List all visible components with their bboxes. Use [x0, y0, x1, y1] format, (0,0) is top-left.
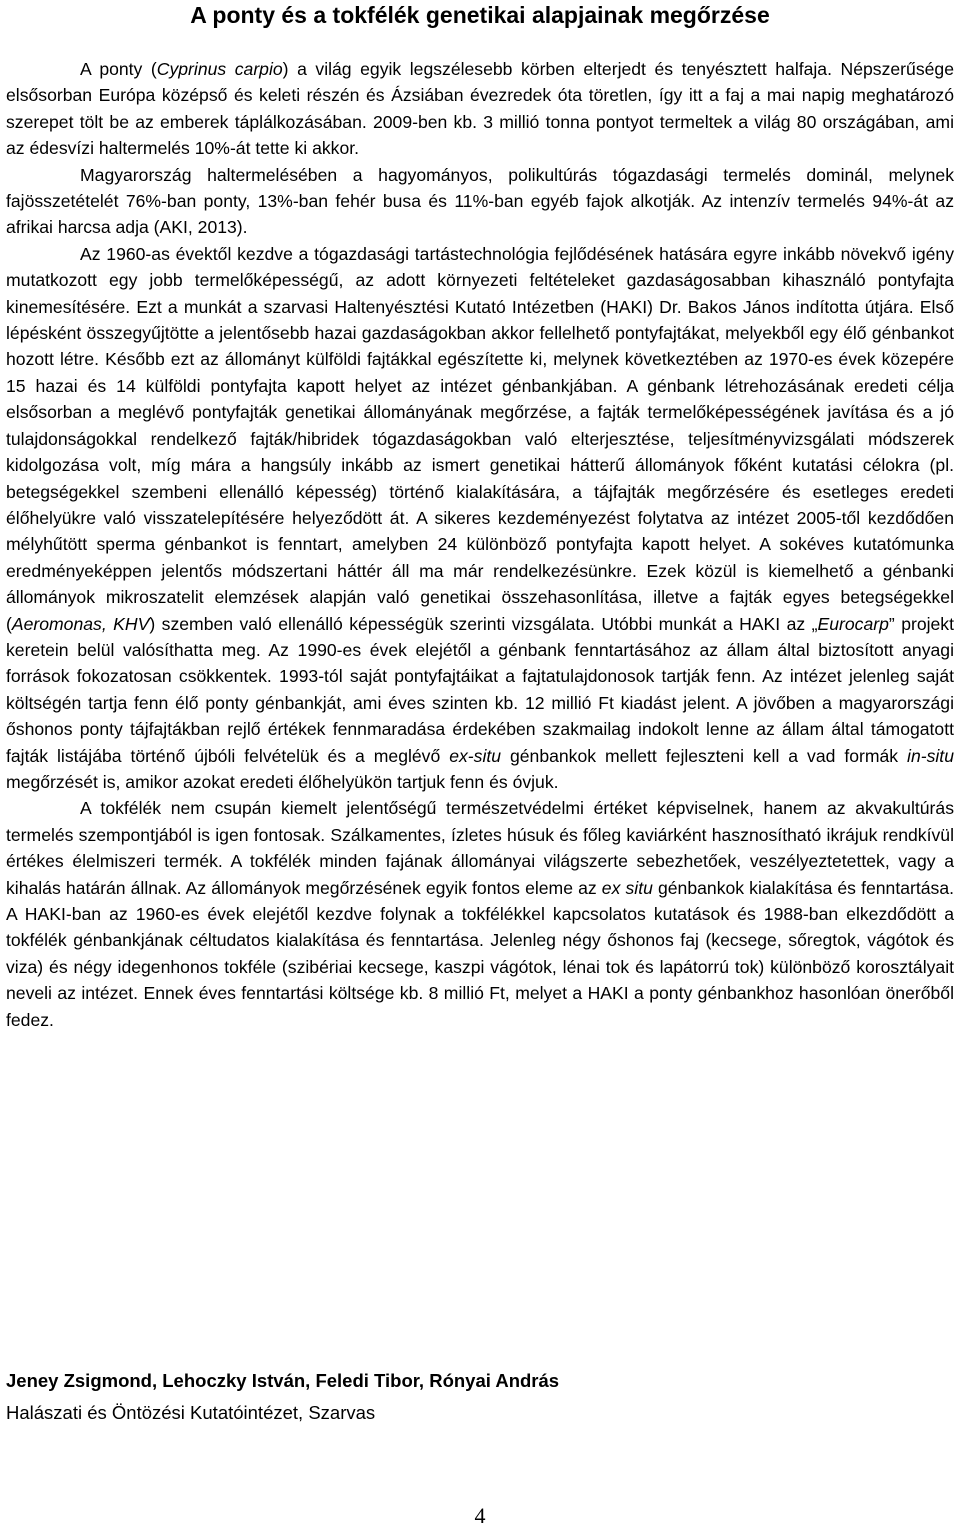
- italic-text-run: Aeromonas, KHV: [11, 613, 150, 634]
- paragraph-1: [6, 56, 954, 162]
- text-run: ” projekt keretein belül valósíthatta meg. Az 1990-es évek elejétől a génbank fenntartásához az állam által biztosított anyagi források fokozatosan csökkentek. 1993-tól saját pontyfajtáikat a fajtatulajdonosok tartják fenn. Az intézet jelenleg saját költségén tartja fenn élő ponty génbankját, ami éves szinten kb. 12 millió Ft kiadást jelent. A jövőben a magyarországi őshonos ponty tájfajtákban rejlő értékek fennmaradása érdekében szakmailag indokolt lenne az állam által támogatott fajták listájába történő újbóli felvételük és a meglévő: [6, 613, 954, 766]
- italic-text-run: in-situ: [907, 745, 954, 766]
- authors: Jeney Zsigmond, Lehoczky István, Feledi Tibor, Rónyai András: [6, 1370, 560, 1391]
- text-run: génbankok mellett fejleszteni kell a vad formák: [501, 745, 908, 766]
- body-text: [6, 56, 954, 1033]
- italic-text-run: ex situ: [601, 877, 653, 898]
- text-run: A ponty (: [80, 59, 157, 79]
- paragraph-3: [6, 241, 954, 796]
- text-run: A tokfélék nem csupán kiemelt jelentőségű természetvédelmi értéket képviselnek, hanem az akvakultúrás termelés szempontjából is igen fontosak. Szálkamentes, ízletes húsuk és főleg kaviárként hasznosítható ikrájuk rendkívül értékes élelmiszeri termék. A tokfélék minden fajának állományai világszerte sebezhetőek, veszélyeztetettek, vagy a kihalás határán állnak. Az állományok megőrzésének egyik fontos eleme az: [6, 798, 954, 898]
- italic-text-run: Eurocarp: [817, 613, 889, 634]
- text-run: génbankok kialakítása és fenntartása. A HAKI-ban az 1960-es évek elejétől kezdve folynak a tokfélékkel kapcsolatos kutatások és 1988-ban elkezdődött a tokfélék génbankjának céltudatos kialakítása és fenntartása. Jelenleg négy őshonos faj (kecsege, sőregtok, vágótok és viza) és négy idegenhonos tokféle (szibériai kecsege, kaszpi vágótok, lénai tok és lapátorrú tok) különböző korosztályait neveli az intézet. Ennek éves fenntartási költsége kb. 8 millió Ft, melyet a HAKI a ponty génbankhoz hasonlóan önerőből fedez.: [6, 877, 954, 1030]
- paragraph-4: [6, 795, 954, 1033]
- text-run: ) szemben való ellenálló képességük szerinti vizsgálata. Utóbbi munkát a HAKI az „: [149, 613, 818, 634]
- italic-text-run: Cyprinus carpio: [156, 59, 283, 79]
- page-title: A ponty és a tokfélék genetikai alapjainak megőrzése: [190, 2, 770, 28]
- page-number: 4: [474, 1503, 486, 1528]
- affiliation: Halászati és Öntözési Kutatóintézet, Szarvas: [6, 1402, 376, 1423]
- text-run: megőrzését is, amikor azokat eredeti élőhelyükön tartjuk fenn és óvjuk.: [6, 771, 559, 792]
- italic-text-run: ex-situ: [449, 745, 502, 766]
- text-run: Az 1960-as évektől kezdve a tógazdasági tartástechnológia fejlődésének hatására egyre inkább növekvő igény mutatkozott egy jobb termelőképességű, az adott környezeti feltételeket gazdaságosabban kihasználó pontyfajta kinemesítésére. Ezt a munkát a szarvasi Haltenyésztési Kutató Intézetben (HAKI) Dr. Bakos János indította útjára. Első lépésként összegyűjtötte a jelentősebb hazai gazdaságokban akkor fellelhető pontyfajtákat, melyekből egy élő génbankot hozott létre. Később ezt az állományt külföldi fajtákkal egészítette ki, melynek következtében az 1970-es évek közepére 15 hazai és 14 külföldi pontyfajta kapott helyet az intézet génbankjában. A génbank létrehozásának eredeti célja elsősorban a meglévő pontyfajták genetikai állományának megőrzése, a fajták termelőképességének javítása és a jó tulajdonságokkal rendelkező fajták/hibridek tógazdaságokban való elterjesztése, teljesítményvizsgálati módszerek kidolgozása volt, míg mára a hangsúly inkább az ismert genetikai hátterű állományok főként kutatási célokra (pl. betegségekkel szembeni ellenálló képesség) történő kialakítására, a tájfajták megőrzésére és esetleges eredeti élőhelyükre való visszatelepítésére helyeződött át. A sikeres kezdeményezést folytatva az intézet 2005-től kezdődően mélyhűtött sperma génbankot is fenntart, amelyben 24 különböző pontyfajta kapott helyet. A sokéves kutatómunka eredményeképpen jelentős módszertani háttér áll ma már rendelkezésünkre. Ezek közül is kiemelhető a génbanki állományok mikroszatelit elemzések alapján való genetikai összehasonlítása, illetve a fajták egyes betegségekkel (: [6, 243, 954, 634]
- paragraph-2: [6, 162, 954, 241]
- text-run: Magyarország haltermelésében a hagyományos, polikultúrás tógazdasági termelés dominál, melynek fajösszetételét 76%-ban ponty, 13%-ban fehér busa és 11%-ban egyéb fajok alkotják. Az intenzív termelés 94%-át az afrikai harcsa adja (AKI, 2013).: [6, 164, 954, 238]
- text-run: ) a világ egyik legszélesebb körben elterjedt és tenyésztett halfaja. Népszerűsége elsősorban Európa középső és keleti részén és Ázsiában évezredek óta töretlen, így itt a faj a mai napig meghatározó szerepet tölt be az emberek táplálkozásában. 2009-ben kb. 3 millió tonna pontyot termeltek a világ 80 országában, ami az édesvízi haltermelés 10%-át tette ki akkor.: [6, 59, 954, 159]
